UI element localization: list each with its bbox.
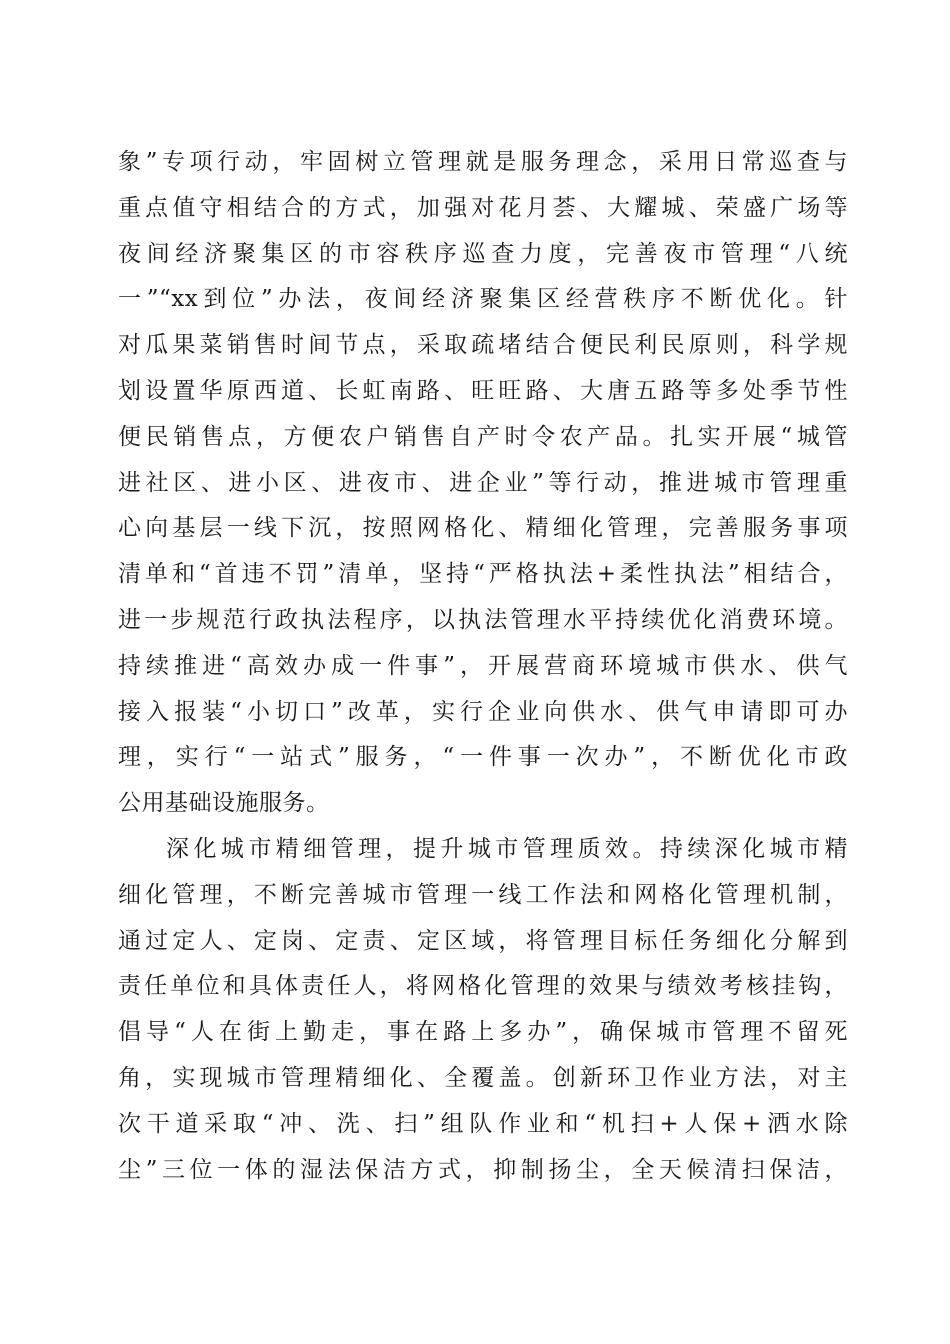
text-line: 通过定人、定岗、定责、定区域，将管理目标任务细化分解到	[118, 927, 848, 954]
text-line: 细化管理，不断完善城市管理一线工作法和网格化管理机制，	[118, 881, 848, 908]
text-line: 清单和“首违不罚”清单，坚持“严格执法+柔性执法”相结合，	[118, 561, 848, 588]
text-line: 夜间经济聚集区的市容秩序巡查力度，完善夜市管理“八统	[118, 240, 848, 267]
text-line: 责任单位和具体责任人，将网格化管理的效果与绩效考核挂钩，	[118, 973, 848, 1000]
text-line: 象”专项行动，牢固树立管理就是服务理念，采用日常巡查与	[118, 149, 848, 175]
text-line: 心向基层一线下沉，按照网格化、精细化管理，完善服务事项	[118, 515, 848, 542]
text-line: 公用基础设施服务。	[118, 790, 330, 817]
text-line: 持续推进“高效办成一件事”，开展营商环境城市供水、供气	[118, 652, 848, 679]
text-line: 重点值守相结合的方式，加强对花月荟、大耀城、荣盛广场等	[118, 194, 848, 221]
text-line: 进社区、进小区、进夜市、进企业”等行动，推进城市管理重	[118, 469, 848, 496]
text-line: 对瓜果菜销售时间节点，采取疏堵结合便民利民原则，科学规	[118, 332, 848, 359]
text-line: 一”“xx到位”办法，夜间经济聚集区经营秩序不断优化。针	[118, 286, 848, 313]
text-line: 接入报装“小切口”改革，实行企业向供水、供气申请即可办	[118, 698, 848, 725]
text-line: 深化城市精细管理，提升城市管理质效。持续深化城市精	[166, 835, 848, 862]
text-line: 尘”三位一体的湿法保洁方式，抑制扬尘，全天候清扫保洁，	[118, 1156, 848, 1183]
text-line: 进一步规范行政执法程序，以执法管理水平持续优化消费环境。	[118, 606, 848, 633]
text-line: 倡导“人在街上勤走，事在路上多办”，确保城市管理不留死	[118, 1019, 848, 1046]
text-line: 理，实行“一站式”服务，“一件事一次办”，不断优化市政	[118, 744, 848, 771]
paragraph-1	[118, 140, 848, 827]
text-line: 角，实现城市管理精细化、全覆盖。创新环卫作业方法，对主	[118, 1064, 848, 1091]
text-line: 便民销售点，方便农户销售自产时令农产品。扎实开展“城管	[118, 423, 848, 450]
text-line: 次干道采取“冲、洗、扫”组队作业和“机扫+人保+洒水除	[118, 1110, 848, 1137]
text-line: 划设置华原西道、长虹南路、旺旺路、大唐五路等多处季节性	[118, 377, 848, 404]
body-text	[118, 140, 848, 1193]
paragraph-2	[118, 827, 848, 1193]
